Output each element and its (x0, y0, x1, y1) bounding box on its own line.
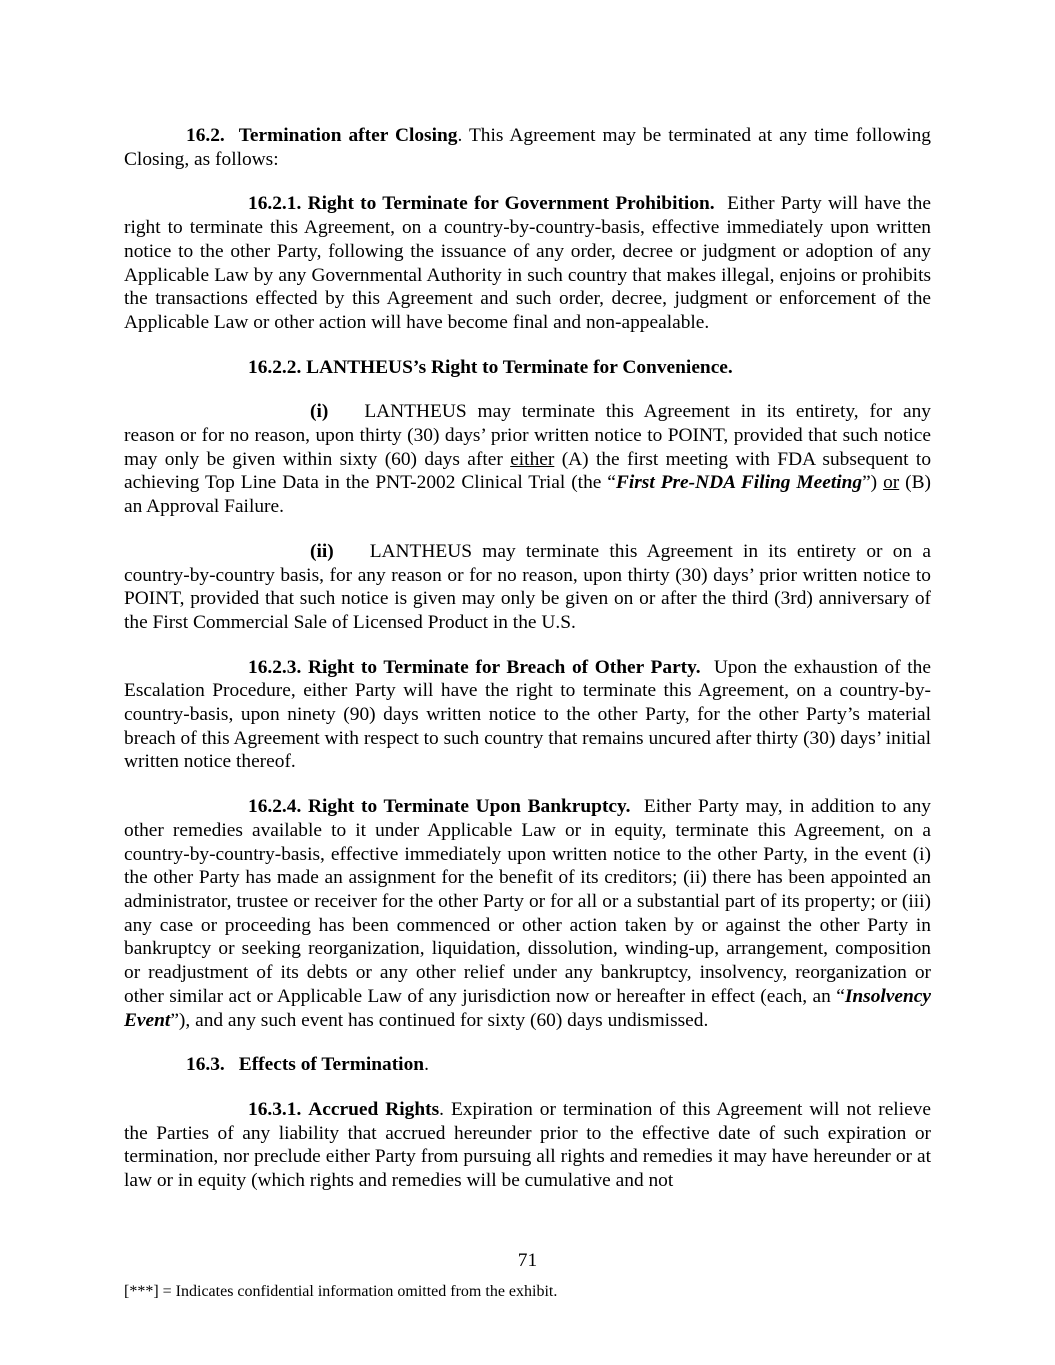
section-16-2-2-ii (124, 540, 931, 635)
section-16-2-1-body: Either Party will have the right to terminate this Agreement, on a country-by-country-basis, effective immediately upon written notice to the other Party, following the issuance of any order, decree or judgment or adoption of any Applicable Law by any Governmental Authority in such country that makes illegal, enjoins or prohibits the transactions effected by this Agreement and such order, decree, judgment or enforcement of the Applicable Law or other action will have become final and non-appealable. (124, 193, 931, 333)
clause-i-text-d: (B) an Approval Failure. (124, 472, 931, 518)
clause-i-or: or (883, 472, 900, 494)
section-16-2-1-number: 16.2.1. (248, 193, 302, 215)
section-16-2-2-heading (124, 356, 931, 380)
document-page (124, 124, 931, 1193)
section-16-2-body: . This Agreement may be terminated at any time following Closing, as follows: (124, 125, 931, 170)
clause-i-label: (i) (310, 401, 329, 423)
section-16-3-1 (124, 1098, 931, 1193)
section-16-3-title: Effects of Termination (238, 1054, 425, 1076)
clause-i-either: either (510, 448, 555, 470)
section-16-2-4-body-b: ”), and any such event has continued for sixty (60) days undismissed. (170, 1009, 709, 1031)
section-16-3 (124, 1053, 931, 1077)
section-16-2-3 (124, 656, 931, 775)
section-16-2-3-title: Right to Terminate for Breach of Other Party. (307, 656, 701, 678)
section-16-2-2-title: 16.2.2. LANTHEUS’s Right to Terminate for Convenience. (248, 356, 733, 378)
section-16-2-4-title: Right to Terminate Upon Bankruptcy. (308, 796, 631, 818)
footer-note: [***] = Indicates confidential information omitted from the exhibit. (124, 1283, 558, 1300)
clause-i-text-a: LANTHEUS may terminate this Agreement in its entirety, for any reason or for no reason, upon thirty (30) days’ prior written notice to POINT, provided that such notice may only be given within sixty (60) days after (124, 401, 931, 470)
section-16-2-number: 16.2. (186, 125, 225, 146)
section-16-3-1-title: Accrued Rights (308, 1098, 440, 1120)
section-16-2 (124, 124, 931, 171)
section-16-2-3-number: 16.2.3. (248, 656, 302, 678)
section-16-2-title: Termination after Closing (238, 125, 458, 146)
section-16-3-1-body: . Expiration or termination of this Agreement will not relieve the Parties of any liability that accrued hereunder prior to the effective date of such expiration or termination, nor preclude either Party from pursuing all rights and remedies it may have hereunder or at law or in equity (which rights and remedies will be cumulative and not (124, 1098, 931, 1192)
clause-i-text-b: (A) the first meeting with FDA subsequent to achieving Top Line Data in the PNT-2002 Clinical Trial (the “ (124, 448, 932, 494)
section-16-2-1 (124, 192, 931, 334)
section-16-2-2-i (124, 400, 931, 519)
page-number: 71 (517, 1250, 538, 1271)
section-16-2-4-defined-term: Insolvency Event (124, 985, 931, 1031)
clause-ii-label: (ii) (310, 540, 334, 562)
section-16-2-4-number: 16.2.4. (248, 796, 302, 818)
clause-i-text-c: ”) (862, 472, 884, 494)
section-16-3-number: 16.3. (186, 1054, 225, 1076)
section-16-2-4 (124, 795, 931, 1032)
section-16-2-4-body-a: Either Party may, in addition to any other remedies available to it under Applicable Law or in equity, terminate this Agreement, on a country-by-country-basis, effective immediately upon written notice to the other Party, in the event (i) the other Party has made an assignment for the benefit of its creditors; (ii) there has been appointed an administrator, trustee or receiver for the other Party or for all or a substantial part of its property; or (iii) any case or proceeding has been commenced or other action taken by or against the other Party in bankruptcy or seeking reorganization, liquidation, dissolution, winding-up, arrangement, composition or readjustment of its debts or any other relief under any bankruptcy, insolvency, reorganization or other similar act or Applicable Law of any jurisdiction now or hereafter in effect (each, an “ (124, 796, 931, 1007)
section-16-3-tail: . (424, 1054, 429, 1076)
clause-ii-text: LANTHEUS may terminate this Agreement in its entirety or on a country-by-country basis, for any reason or for no reason, upon thirty (30) days’ prior written notice to POINT, provided that such notice is given may only be given on or after the third (3rd) anniversary of the First Commercial Sale of Licensed Product in the U.S. (124, 540, 931, 633)
clause-i-defined-term: First Pre-NDA Filing Meeting (615, 472, 863, 494)
section-16-2-3-body: Upon the exhaustion of the Escalation Procedure, either Party will have the right to terminate this Agreement, on a country-by-country-basis, upon ninety (90) days written notice to the other Party, for the other Party’s material breach of this Agreement with respect to such country that remains uncured after thirty (30) days’ initial written notice thereof. (124, 656, 931, 773)
section-16-2-1-title: Right to Terminate for Government Prohibition. (307, 193, 715, 215)
section-16-3-1-number: 16.3.1. (248, 1098, 302, 1120)
